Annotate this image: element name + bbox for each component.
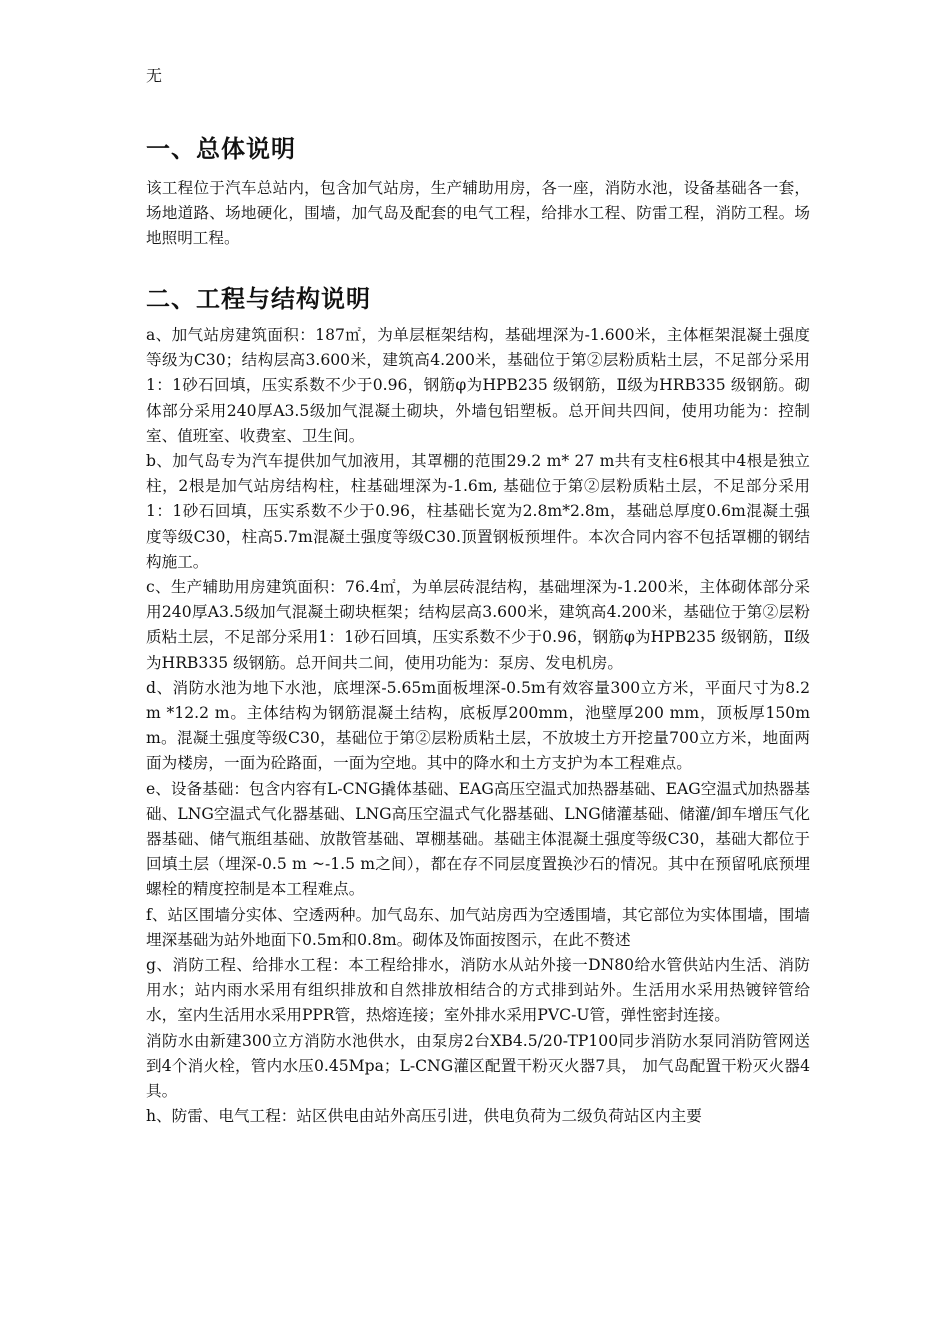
- section-heading-overview: 一、总体说明: [146, 135, 296, 163]
- paragraph-c: c、生产辅助用房建筑面积：76.4㎡，为单层砖混结构，基础埋深为-1.200米，主体砌体部分采用240厚A3.5级加气混凝土砌块框架；结构层高3.600米，建筑高4.200米，基础位于第②层粉质粘土层，不足部分采用1：1砂石回填，压实系数不少于0.96，钢筋φ为HPB235 级钢筋，Ⅱ级为HRB335 级钢筋。总开间共二间，使用功能为：泵房、发电机房。: [146, 578, 810, 672]
- structure-body: [146, 323, 810, 1130]
- paragraph-h: h、防雷、电气工程：站区供电由站外高压引进，供电负荷为二级负荷站区内主要: [146, 1107, 702, 1126]
- header-mark: 无: [146, 66, 163, 85]
- paragraph-a: a、加气站房建筑面积：187㎡，为单层框架结构，基础埋深为-1.600米，主体框架混凝土强度等级为C30；结构层高3.600米，建筑高4.200米，基础位于第②层粉质粘土层，不足部分采用1：1砂石回填，压实系数不少于0.96，钢筋φ为HPB235 级钢筋，Ⅱ级为HRB335 级钢筋。砌体部分采用240厚A3.5级加气混凝土砌块，外墙包铝塑板。总开间共四间，使用功能为：控制室、值班室、收费室、卫生间。: [146, 326, 810, 445]
- paragraph-b: b、加气岛专为汽车提供加气加液用，其罩棚的范围29.2 m* 27 m共有支柱6根其中4根是独立柱，2根是加气站房结构柱，柱基础埋深为-1.6m, 基础位于第②层粉质粘土层，不足部分采用1：1砂石回填，压实系数不少于0.96，柱基础长宽为2.8m*2.8m，基础总厚度0.6m混凝土强度等级C30，柱高5.7m混凝土强度等级C30.顶置钢板预埋件。本次合同内容不包括罩棚的钢结构施工。: [146, 452, 810, 571]
- paragraph-d: d、消防水池为地下水池，底埋深-5.65m面板埋深-0.5m有效容量300立方米，平面尺寸为8.2 m *12.2 m。主体结构为钢筋混凝土结构，底板厚200mm，池壁厚200 mm，顶板厚150mm。混凝土强度等级C30，基础位于第②层粉质粘土层，不放坡土方开挖量700立方米，地面两面为楼房，一面为砼路面，一面为空地。其中的降水和土方支护为本工程难点。: [146, 678, 810, 773]
- paragraph-f: f、站区围墙分实体、空透两种。加气岛东、加气站房西为空透围墙，其它部位为实体围墙，围墙埋深基础为站外地面下0.5m和0.8m。砌体及饰面按图示，在此不赘述: [146, 905, 810, 949]
- section-heading-structure: 二、工程与结构说明: [146, 285, 371, 313]
- overview-paragraph: 该工程位于汽车总站内，包含加气站房，生产辅助用房，各一座，消防水池，设备基础各一套，场地道路、场地硬化，围墙，加气岛及配套的电气工程，给排水工程、防雷工程，消防工程。场地照明工程。: [146, 179, 810, 248]
- paragraph-fire-water: 消防水由新建300立方消防水池供水，由泵房2台XB4.5/20-TP100同步消防水泵同消防管网送到4个消火栓，管内水压0.45Mpa；L-CNG灌区配置干粉灭火器7具， 加气岛配置干粉灭火器4具。: [146, 1031, 810, 1101]
- paragraph-e: e、设备基础：包含内容有L-CNG撬体基础、EAG高压空温式加热器基础、EAG空温式加热器基础、LNG空温式气化器基础、LNG高压空温式气化器基础、LNG储灌基础、储灌/卸车增压气化器基础、储气瓶组基础、放散管基础、罩棚基础。基础主体混凝土强度等级C30，基础大都位于回填土层（埋深-0.5 m ~-1.5 m之间），都在存不同层度置换沙石的情况。其中在预留吼底预埋螺栓的精度控制是本工程难点。: [146, 779, 810, 899]
- paragraph-g: g、消防工程、给排水工程：本工程给排水，消防水从站外接一DN80给水管供站内生活、消防用水；站内雨水采用有组织排放和自然排放相结合的方式排到站外。生活用水采用热镀锌管给水，室内生活用水采用PPR管，热熔连接；室外排水采用PVC-U管，弹性密封连接。: [146, 956, 810, 1025]
